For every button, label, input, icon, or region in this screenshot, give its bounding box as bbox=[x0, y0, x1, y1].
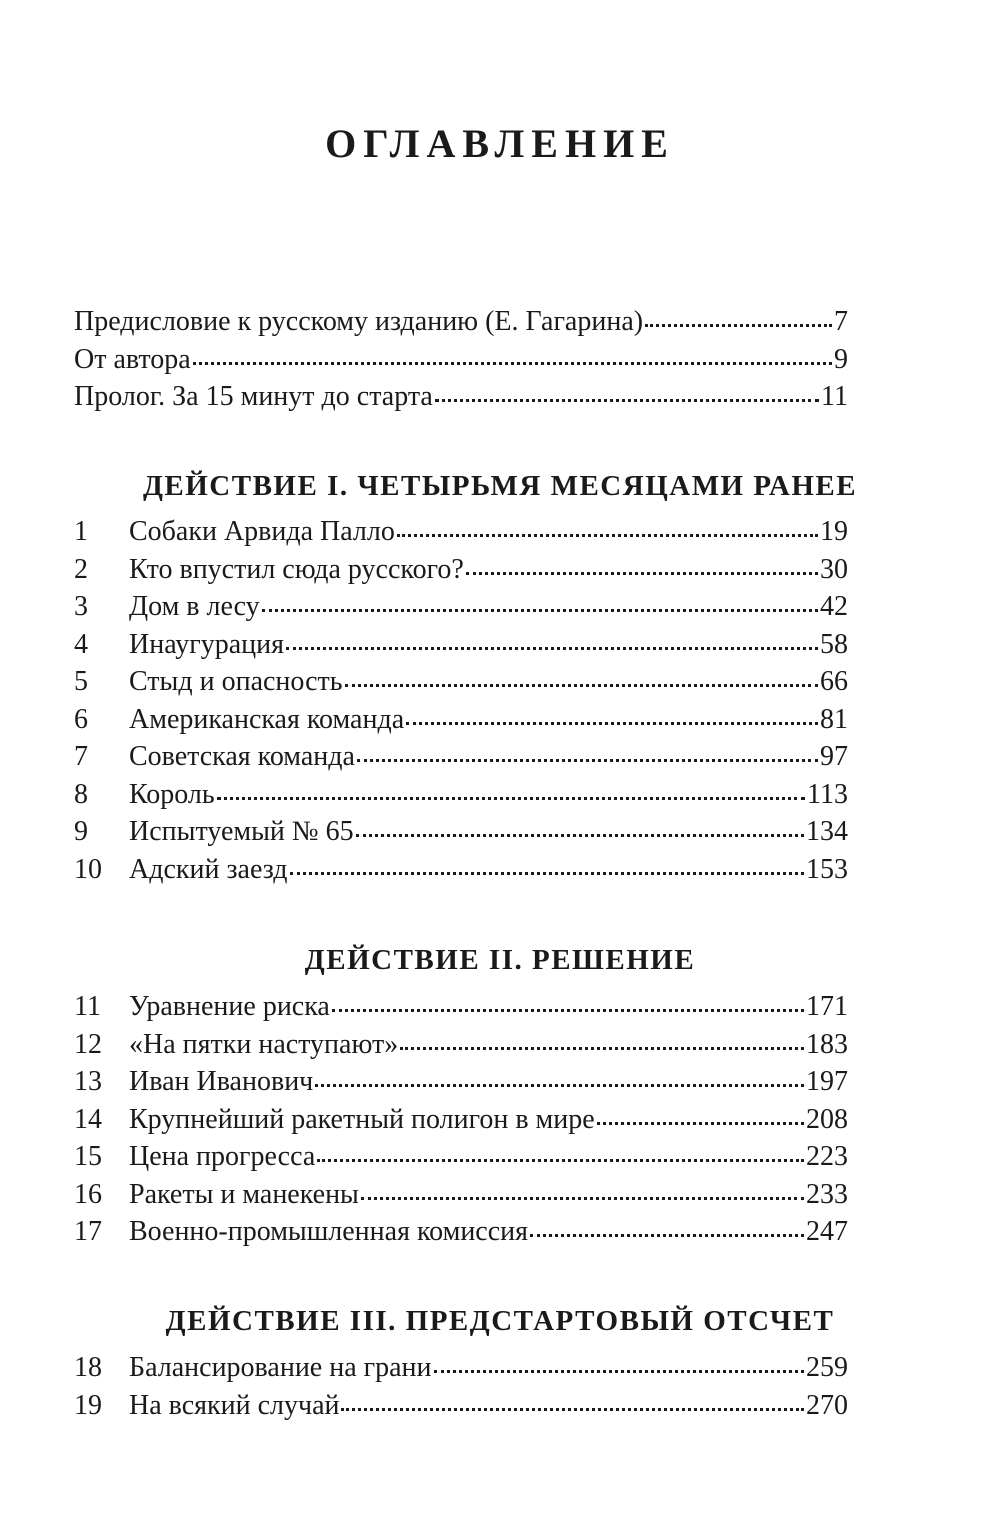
chapter-title: Король bbox=[129, 778, 215, 810]
chapter-title: Испытуемый № 65 bbox=[129, 816, 354, 847]
chapter-page: 208 bbox=[806, 1103, 848, 1135]
chapter-page: 81 bbox=[820, 703, 848, 735]
toc-entry[interactable] bbox=[74, 1101, 848, 1139]
dot-leader bbox=[290, 872, 804, 875]
chapter-title: Советская команда bbox=[129, 741, 355, 772]
dot-leader bbox=[317, 1159, 804, 1162]
dot-leader bbox=[400, 1047, 804, 1050]
entry-title: От автора bbox=[74, 343, 191, 375]
dot-leader bbox=[262, 609, 818, 612]
dot-leader bbox=[193, 362, 832, 365]
chapter-title: Крупнейший ракетный полигон в мире bbox=[129, 1103, 595, 1135]
chapter-number: 18 bbox=[74, 1352, 102, 1383]
entry-page: 7 bbox=[834, 306, 848, 337]
chapter-title: Военно-промышленная комиссия bbox=[129, 1216, 529, 1247]
entry-title: Предисловие к русскому изданию (Е. Гагарина) bbox=[74, 306, 644, 337]
act-heading: ДЕЙСТВИЕ I. ЧЕТЫРЬМЯ МЕСЯЦАМИ РАНЕЕ bbox=[142, 470, 858, 502]
chapter-list bbox=[74, 1349, 848, 1424]
chapter-title: «На пятки наступают» bbox=[129, 1028, 399, 1060]
chapter-page: 270 bbox=[806, 1389, 848, 1421]
toc-entry[interactable] bbox=[74, 813, 848, 851]
dot-leader bbox=[315, 1084, 804, 1087]
chapter-page: 58 bbox=[820, 628, 848, 660]
dot-leader bbox=[397, 534, 818, 537]
toc-entry[interactable] bbox=[74, 988, 848, 1026]
dot-leader bbox=[341, 1408, 804, 1411]
dot-leader bbox=[530, 1234, 804, 1237]
chapter-page: 247 bbox=[806, 1216, 848, 1247]
chapter-title: Ракеты и манекены bbox=[129, 1178, 359, 1210]
chapter-title: Иван Иванович bbox=[129, 1066, 314, 1097]
chapter-page: 134 bbox=[806, 816, 848, 847]
chapter-title: Собаки Арвида Палло bbox=[129, 516, 395, 547]
act-heading: ДЕЙСТВИЕ III. ПРЕДСТАРТОВЫЙ ОТСЧЕТ bbox=[165, 1305, 835, 1337]
chapter-title: Инаугурация bbox=[129, 628, 284, 660]
chapter-number: 16 bbox=[74, 1178, 102, 1210]
toc-entry[interactable] bbox=[74, 776, 848, 814]
chapter-number: 5 bbox=[74, 666, 88, 697]
toc-entry[interactable] bbox=[74, 626, 848, 664]
toc-entry[interactable] bbox=[74, 551, 848, 589]
chapter-title: Дом в лесу bbox=[129, 591, 260, 622]
dot-leader bbox=[645, 324, 832, 327]
chapter-number: 2 bbox=[74, 553, 88, 585]
dot-leader bbox=[406, 722, 818, 725]
toc-entry[interactable] bbox=[74, 378, 848, 416]
chapter-page: 259 bbox=[806, 1352, 848, 1383]
chapter-title: Балансирование на грани bbox=[129, 1352, 432, 1383]
toc-entry[interactable] bbox=[74, 1387, 848, 1425]
toc-entry[interactable] bbox=[74, 1026, 848, 1064]
chapter-number: 4 bbox=[74, 628, 88, 660]
dot-leader bbox=[597, 1122, 804, 1125]
chapter-number: 7 bbox=[74, 741, 88, 772]
chapter-page: 223 bbox=[806, 1141, 848, 1172]
dot-leader bbox=[217, 797, 805, 800]
chapter-number: 15 bbox=[74, 1141, 102, 1172]
dot-leader bbox=[466, 572, 818, 575]
chapter-number: 12 bbox=[74, 1028, 102, 1060]
toc-entry[interactable] bbox=[74, 701, 848, 739]
chapter-title: Цена прогресса bbox=[129, 1141, 316, 1172]
entry-title: Пролог. За 15 минут до старта bbox=[74, 381, 433, 412]
chapter-title: Адский заезд bbox=[129, 853, 288, 885]
chapter-number: 19 bbox=[74, 1389, 102, 1421]
chapter-page: 197 bbox=[806, 1066, 848, 1097]
entry-page: 9 bbox=[834, 343, 848, 375]
chapter-title: Стыд и опасность bbox=[129, 666, 343, 697]
chapter-title: Американская команда bbox=[129, 703, 405, 735]
dot-leader bbox=[332, 1009, 804, 1012]
chapter-number: 8 bbox=[74, 778, 88, 810]
dot-leader bbox=[434, 1370, 804, 1373]
chapter-number: 3 bbox=[74, 591, 88, 622]
intro-list bbox=[74, 303, 848, 416]
toc-entry[interactable] bbox=[74, 1349, 848, 1387]
dot-leader bbox=[357, 759, 818, 762]
chapter-page: 19 bbox=[820, 516, 848, 547]
toc-entry[interactable] bbox=[74, 738, 848, 776]
dot-leader bbox=[435, 399, 819, 402]
act-heading: ДЕЙСТВИЕ II. РЕШЕНИЕ bbox=[304, 944, 696, 976]
toc-entry[interactable] bbox=[74, 303, 848, 341]
chapter-page: 97 bbox=[820, 741, 848, 772]
chapter-number: 6 bbox=[74, 703, 88, 735]
chapter-number: 11 bbox=[74, 991, 101, 1022]
chapter-page: 233 bbox=[806, 1178, 848, 1210]
chapter-number: 13 bbox=[74, 1066, 102, 1097]
chapter-number: 10 bbox=[74, 853, 102, 885]
chapter-title: На всякий случай bbox=[129, 1389, 340, 1421]
chapter-page: 113 bbox=[807, 778, 848, 810]
toc-entry[interactable] bbox=[74, 1063, 848, 1101]
chapter-number: 14 bbox=[74, 1103, 102, 1135]
chapter-page: 30 bbox=[820, 553, 848, 585]
entry-page: 11 bbox=[821, 381, 848, 412]
toc-entry[interactable] bbox=[74, 588, 848, 626]
chapter-page: 183 bbox=[806, 1028, 848, 1060]
chapter-list bbox=[74, 513, 848, 888]
chapter-page: 42 bbox=[820, 591, 848, 622]
chapter-number: 9 bbox=[74, 816, 88, 847]
dot-leader bbox=[345, 684, 818, 687]
dot-leader bbox=[286, 647, 818, 650]
dot-leader bbox=[361, 1197, 804, 1200]
page-title: ОГЛАВЛЕНИЕ bbox=[325, 121, 675, 166]
chapter-title: Уравнение риска bbox=[129, 991, 330, 1022]
chapter-page: 66 bbox=[820, 666, 848, 697]
chapter-list bbox=[74, 988, 848, 1251]
toc-entry[interactable] bbox=[74, 1176, 848, 1214]
toc-entry[interactable] bbox=[74, 341, 848, 379]
toc-entry[interactable] bbox=[74, 1138, 848, 1176]
toc-entry[interactable] bbox=[74, 663, 848, 701]
dot-leader bbox=[356, 834, 804, 837]
toc-entry[interactable] bbox=[74, 1213, 848, 1251]
toc-entry[interactable] bbox=[74, 851, 848, 889]
chapter-title: Кто впустил сюда русского? bbox=[129, 553, 464, 585]
chapter-page: 153 bbox=[806, 853, 848, 885]
chapter-number: 17 bbox=[74, 1216, 102, 1247]
chapter-page: 171 bbox=[806, 991, 848, 1022]
toc-entry[interactable] bbox=[74, 513, 848, 551]
chapter-number: 1 bbox=[74, 516, 88, 547]
